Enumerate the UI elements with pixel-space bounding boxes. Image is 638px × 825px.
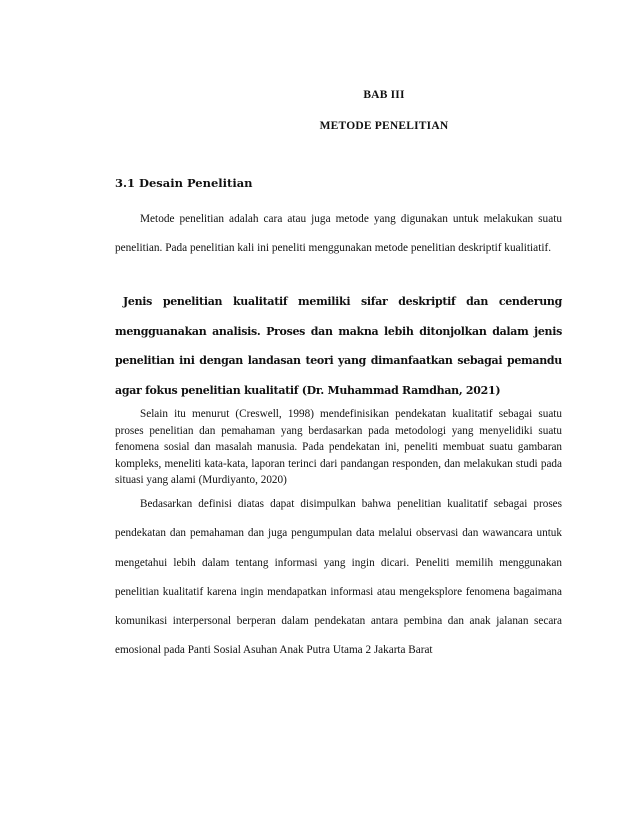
chapter-number: BAB III (363, 89, 405, 101)
paragraph-2: Jenis penelitian kualitatif memiliki sifar deskriptif dan cenderung mengguanakan analisis. Proses dan makna lebih ditonjolkan dalam jenis penelitian ini dengan landasan teori yang dimanfaatkan sebagai pemandu agar fokus penelitian kualitatif (Dr. Muhammad Ramdhan, 2021) (115, 295, 562, 397)
paragraph-1: Metode penelitian adalah cara atau juga metode yang digunakan untuk melakukan suatu penelitian. Pada penelitian kali ini peneliti menggunakan metode penelitian deskriptif kualitiatif. (115, 213, 562, 254)
paragraph-4: Bedasarkan definisi diatas dapat disimpulkan bahwa penelitian kualitatif sebagai proses pendekatan dan pemahaman dan juga pengumpulan data melalui observasi dan wawancara untuk mengetahui lebih dalam tentang informasi yang ingin dicari. Peneliti memilih menggunakan penelitian kualitatif karena ingin mendapatkan informasi atau mengeksplore fenomena bagaimana komunikasi interpersonal berperan dalam pendekatan antara pembina dan anak jalanan secara emosional pada Panti Sosial Asuhan Anak Putra Utama 2 Jakarta Barat (115, 498, 562, 657)
chapter-title: METODE PENELITIAN (319, 120, 449, 132)
paragraph-3: Selain itu menurut (Creswell, 1998) mendefinisikan pendekatan kualitatif sebagai suatu proses penelitian dan pemahaman yang berdasarkan pada metodologi yang menyelidiki suatu fenomena sosial dan masalah manusia. Pada pendekatan ini, peneliti membuat suatu gambaran kompleks, meneliti kata-kata, laporan terinci dari pandangan responden, dan melakukan studi pada situasi yang alami (Murdiyanto, 2020) (115, 408, 562, 486)
section-heading: 3.1 Desain Penelitian (115, 176, 253, 190)
